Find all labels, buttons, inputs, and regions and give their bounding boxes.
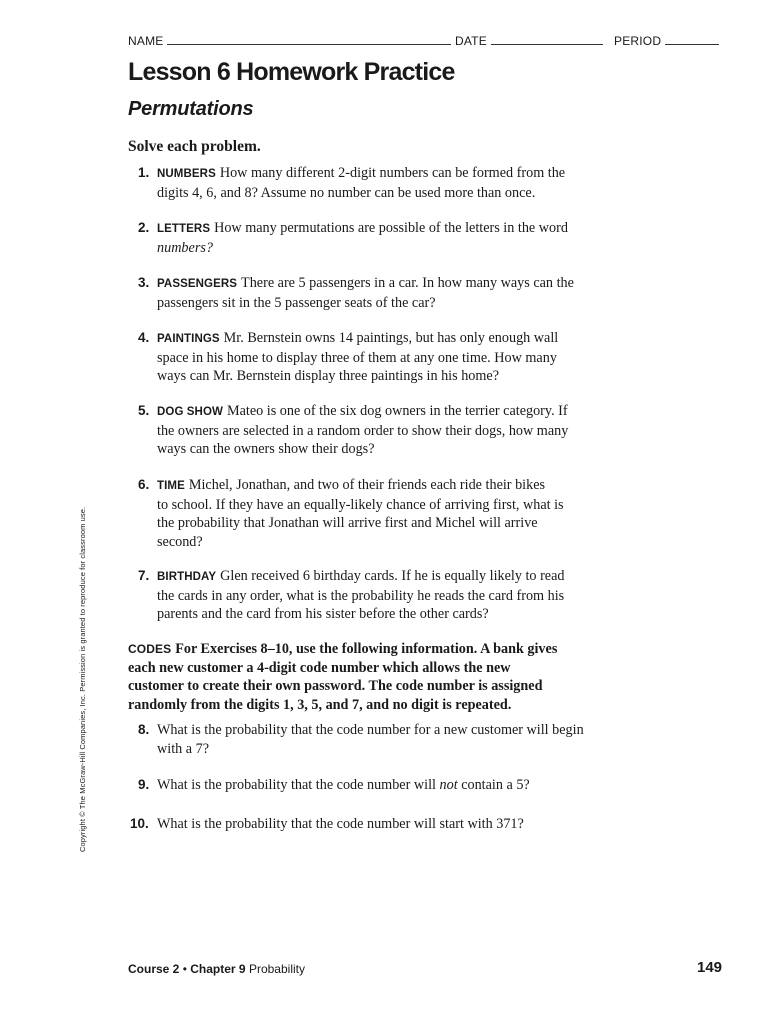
problem-4 [138, 329, 638, 386]
problem-text: What is the probability that the code number will [157, 777, 440, 793]
problem-keyword: BIRTHDAY [157, 571, 217, 583]
problem-text: with a 7? [157, 740, 210, 757]
problem-text: contain a 5? [457, 777, 530, 793]
name-label: NAME [128, 34, 164, 48]
codes-text: customer to create their own password. The code number is assigned [128, 678, 543, 694]
problem-text: space in his home to display three of them at any one time. How many [157, 349, 557, 366]
date-field [455, 32, 603, 48]
problem-text: Glen received 6 birthday cards. If he is equally likely to read [220, 568, 565, 584]
problem-keyword: LETTERS [157, 223, 211, 235]
problem-text: Mr. Bernstein owns 14 paintings, but has only enough wall [223, 330, 559, 346]
problem-text: numbers? [157, 239, 213, 256]
codes-text: For Exercises 8–10, use the following information. A bank gives [175, 641, 558, 657]
problem-number: 1. [138, 165, 150, 180]
codes-text: randomly from the digits 1, 3, 5, and 7, and no digit is repeated. [128, 696, 512, 713]
instructions: Solve each problem. [128, 138, 261, 155]
problem-5 [138, 402, 638, 459]
problem-number: 9. [138, 777, 150, 792]
problem-keyword: PAINTINGS [157, 333, 220, 345]
problem-text: Mateo is one of the six dog owners in the terrier category. If [226, 403, 568, 419]
date-line [491, 32, 603, 45]
problem-text: What is the probability that the code number for a new customer will begin [157, 722, 584, 738]
footer-course-info [128, 962, 305, 976]
problem-text: the cards in any order, what is the probability he reads the card from his [157, 587, 565, 604]
footer-bullet: • [182, 962, 187, 976]
problem-number: 10. [130, 816, 149, 831]
problem-10 [130, 815, 638, 834]
problem-1 [138, 164, 638, 202]
problem-keyword: PASSENGERS [157, 278, 238, 290]
problem-text: to school. If they have an equally-likely chance of arriving first, what is [157, 496, 564, 513]
problem-text: ways can Mr. Bernstein display three paintings in his home? [157, 368, 500, 384]
period-line [665, 32, 719, 45]
problem-text: ways can the owners show their dogs? [157, 441, 375, 457]
codes-text: each new customer a 4-digit code number which allows the new [128, 659, 511, 676]
problem-number: 6. [138, 477, 150, 492]
footer-course: Course 2 [128, 962, 180, 976]
problem-number: 8. [138, 722, 150, 737]
problem-text: parents and the card from his sister before the other cards? [157, 606, 489, 622]
problem-2 [138, 219, 638, 257]
problem-text: Michel, Jonathan, and two of their friends each ride their bikes [188, 477, 546, 493]
problem-3 [138, 274, 638, 312]
problem-text: How many permutations are possible of the letters in the word [214, 220, 568, 236]
problem-text: the probability that Jonathan will arrive first and Michel will arrive [157, 515, 538, 531]
problem-emphasis: not [439, 777, 458, 793]
problem-number: 2. [138, 220, 150, 235]
problem-6 [138, 476, 638, 551]
name-field [128, 32, 451, 48]
footer-topic: Probability [248, 962, 305, 976]
problem-8 [138, 721, 638, 758]
name-line [167, 32, 451, 45]
period-field [614, 32, 719, 48]
problem-text: digits 4, 6, and 8? Assume no number can be used more than once. [157, 184, 536, 201]
problem-number: 7. [138, 568, 150, 583]
problem-keyword: NUMBERS [157, 168, 216, 180]
codes-info [128, 640, 638, 714]
problem-text: second? [157, 533, 203, 550]
problem-number: 4. [138, 330, 150, 345]
period-label: PERIOD [614, 34, 662, 48]
page-subtitle: Permutations [128, 98, 254, 120]
problem-text: What is the probability that the code number will start with 371? [157, 816, 524, 832]
problem-number: 3. [138, 275, 150, 290]
problem-text: There are 5 passengers in a car. In how many ways can the [241, 275, 574, 291]
problem-7 [138, 567, 638, 624]
problem-text: passengers sit in the 5 passenger seats of the car? [157, 294, 436, 311]
footer-chapter: Chapter 9 [190, 962, 246, 976]
problem-keyword: DOG SHOW [157, 406, 223, 418]
page-number: 149 [697, 959, 723, 976]
problem-text: How many different 2-digit numbers can be formed from the [219, 165, 566, 181]
date-label: DATE [455, 34, 487, 48]
problem-number: 5. [138, 403, 150, 418]
problem-keyword: TIME [157, 480, 185, 492]
page-title: Lesson 6 Homework Practice [128, 58, 455, 86]
copyright-notice: Copyright © The McGraw-Hill Companies, Inc. Permission is granted to reproduce for classroom use. [78, 506, 87, 852]
problem-9 [138, 776, 638, 795]
codes-keyword: CODES [128, 642, 172, 656]
problem-text: the owners are selected in a random order to show their dogs, how many [157, 422, 569, 439]
